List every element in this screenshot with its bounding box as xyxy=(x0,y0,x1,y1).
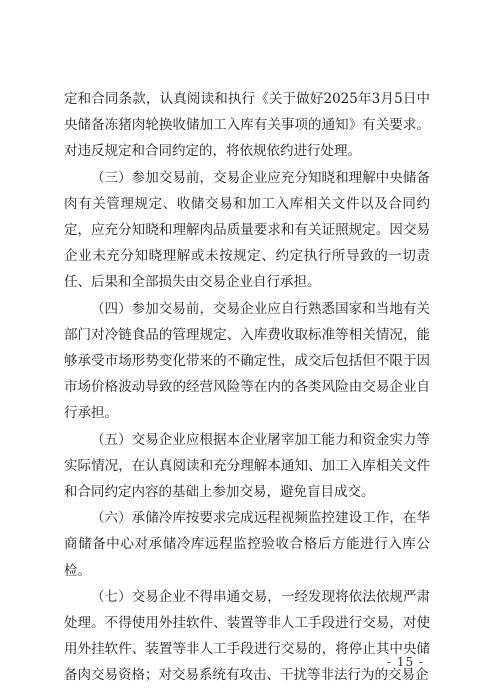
paragraph-item-5: （五）交易企业应根据本企业屠宰加工能力和资金实力等实际情况，在认真阅读和充分理解本通知、加工入库相关文件和合同约定内容的基础上参加交易，避免盲目成交。 xyxy=(64,431,430,501)
paragraph-item-7: （七）交易企业不得串通交易，一经发现将依法依规严肃处理。不得使用外挂软件、装置等非人工手段进行交易，对使用外挂软件、装置等非人工手段进行交易的，将停止其中央储备肉交易资格；对交易系统有攻击、干扰等非法行为的交易企 xyxy=(64,588,430,684)
document-body xyxy=(64,86,430,689)
paragraph-continuation: 定和合同条款，认真阅读和执行《关于做好2025年3月5日中央储备冻猪肉轮换收储加工入库有关事项的通知》有关要求。对违反规定和合同约定的，将依规依约进行处理。 xyxy=(64,91,430,160)
paragraph-item-3: （三）参加交易前，交易企业应充分知晓和理解中央储备肉有关管理规定、收储交易和加工入库相关文件以及合同约定，应充分知晓和理解肉品质量要求和有关证照规定。因交易企业未充分知晓理解或未按规定、约定执行所导致的一切责任、后果和全部损失由交易企业自行承担。 xyxy=(64,169,430,291)
paragraph-item-6: （六）承储冷库按要求完成远程视频监控建设工作，在华商储备中心对承储冷库远程监控验收合格后方能进行入库公检。 xyxy=(64,510,430,579)
page-number: - 15 - xyxy=(386,655,424,669)
paragraph-item-4: （四）参加交易前，交易企业应自行熟悉国家和当地有关部门对冷链食品的管理规定、入库费收取标准等相关情况，能够承受市场形势变化带来的不确定性，成交后包括但不限于因市场价格波动导致的经营风险等在内的各类风险由交易企业自行承担。 xyxy=(64,300,430,422)
